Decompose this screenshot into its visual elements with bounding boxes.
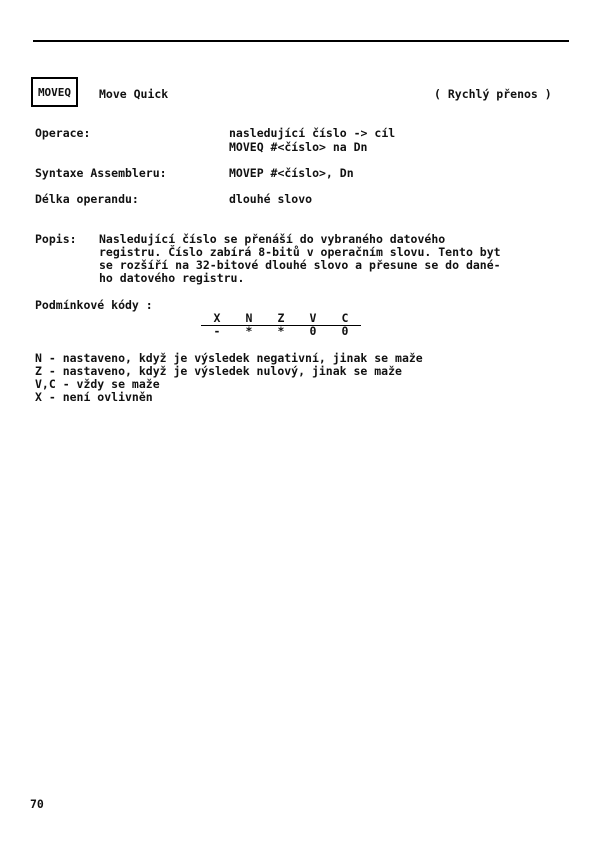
page-number: 70: [30, 797, 44, 811]
flag-x: X: [213, 311, 221, 325]
popis-label: Popis:: [35, 232, 77, 246]
mnemonic-label: MOVEQ: [37, 85, 72, 99]
popis-line-1: Nasledující číslo se přenáší do vybraného datového: [99, 232, 446, 246]
operace-line-2: MOVEQ #<číslo> na Dn: [229, 140, 368, 154]
flags-row: [201, 311, 361, 325]
note-x: X - není ovlivněn: [35, 390, 153, 404]
flag-n: N: [245, 311, 253, 325]
flag-z: Z: [277, 311, 285, 325]
condition-codes-label: Podmínkové kódy :: [35, 298, 153, 312]
popis-line-3: se rozšíří na 32-bitové dlouhé slovo a přesune se do dané-: [99, 258, 501, 272]
note-vc: V,C - vždy se maže: [35, 377, 160, 391]
instruction-title: Move Quick: [99, 87, 169, 101]
flag-states-row: [201, 324, 361, 338]
state-z: *: [277, 324, 285, 338]
operace-label: Operace:: [35, 126, 91, 140]
top-rule: [33, 40, 569, 42]
state-v: 0: [309, 324, 317, 338]
delka-value: dlouhé slovo: [229, 192, 313, 206]
popis-line-4: ho datového registru.: [99, 271, 245, 285]
flag-c: C: [341, 311, 349, 325]
syntaxe-value: MOVEP #<číslo>, Dn: [229, 166, 354, 180]
delka-label: Délka operandu:: [35, 192, 139, 206]
state-c: 0: [341, 324, 349, 338]
operace-line-1: nasledující číslo -> cíl: [229, 126, 396, 140]
syntaxe-label: Syntaxe Assembleru:: [35, 166, 167, 180]
mnemonic-box: [31, 77, 78, 107]
note-z: Z - nastaveno, když je výsledek nulový, jinak se maže: [35, 364, 402, 378]
note-n: N - nastaveno, když je výsledek negativní, jinak se maže: [35, 351, 423, 365]
state-x: -: [213, 324, 221, 338]
instruction-subtitle: ( Rychlý přenos ): [434, 87, 552, 101]
flag-v: V: [309, 311, 317, 325]
popis-line-2: registru. Číslo zabírá 8-bitů v operačním slovu. Tento byt: [99, 245, 501, 259]
state-n: *: [245, 324, 253, 338]
